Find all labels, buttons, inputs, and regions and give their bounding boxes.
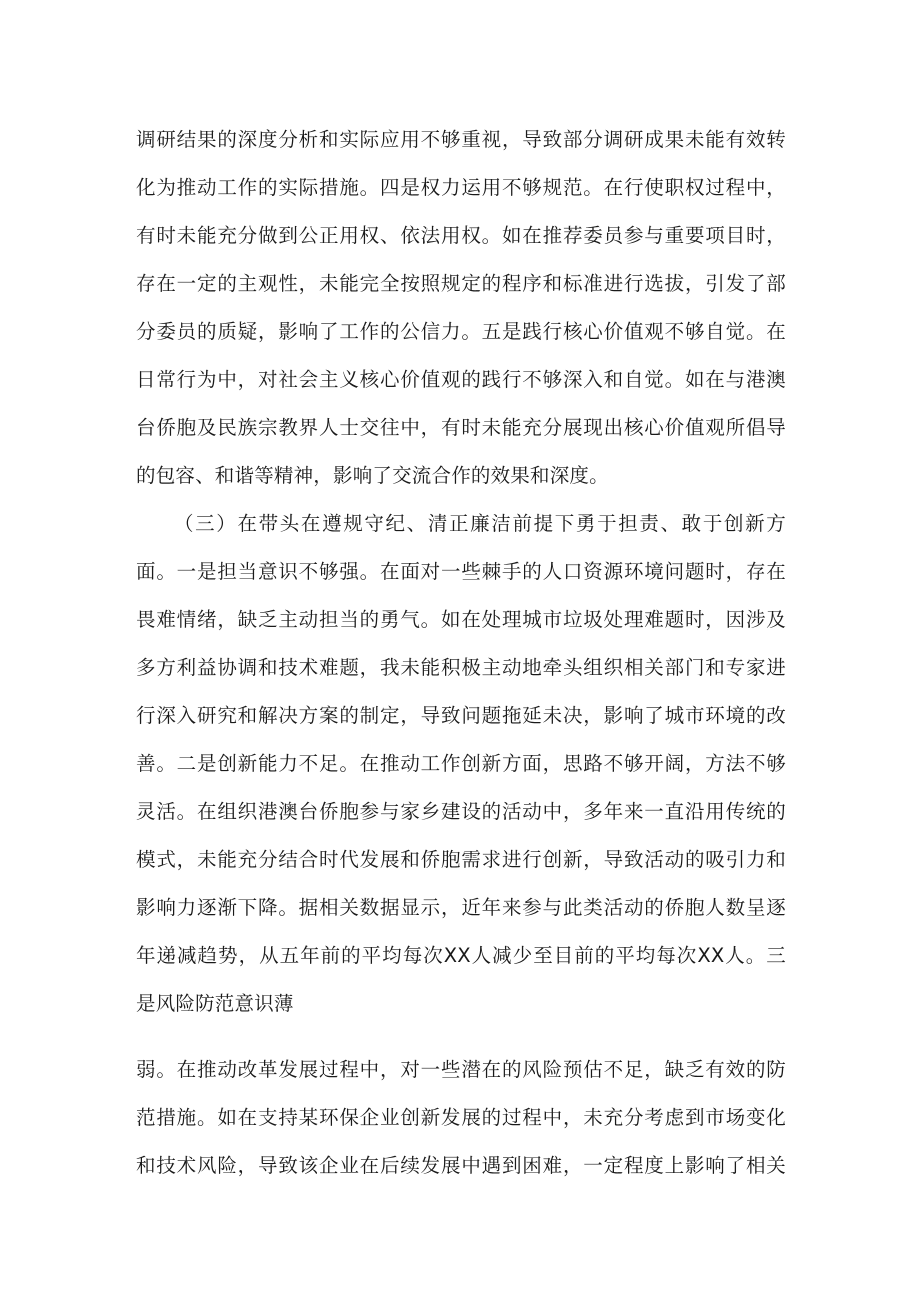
text-line: 行深入研究和解决方案的制定，导致问题拖延未决，影响了城市环境的改 [136, 704, 786, 727]
text-line: 存在一定的主观性，未能完全按照规定的程序和标准进行选拔，引发了部 [136, 272, 786, 295]
section-heading-line: （三）在带头在遵规守纪、清正廉洁前提下勇于担责、敢于创新方 [174, 512, 786, 535]
text-line: 模式，未能充分结合时代发展和侨胞需求进行创新，导致活动的吸引力和 [136, 848, 786, 871]
text-line: 年递减趋势，从五年前的平均每次XX人减少至目前的平均每次XX人。三 [136, 944, 786, 967]
text-line: 分委员的质疑，影响了工作的公信力。五是践行核心价值观不够自觉。在 [136, 320, 786, 343]
text-line: 畏难情绪，缺乏主动担当的勇气。如在处理城市垃圾处理难题时，因涉及 [136, 608, 786, 631]
text-line: 灵活。在组织港澳台侨胞参与家乡建设的活动中，多年来一直沿用传统的 [136, 800, 786, 823]
text-line: 范措施。如在支持某环保企业创新发展的过程中，未充分考虑到市场变化 [136, 1106, 786, 1129]
text-line: 的包容、和谐等精神，影响了交流合作的效果和深度。 [136, 464, 609, 487]
text-line: 多方利益协调和技术难题，我未能积极主动地牵头组织相关部门和专家进 [136, 656, 786, 679]
text-line: 是风险防范意识薄 [136, 992, 294, 1015]
text-line: 善。二是创新能力不足。在推动工作创新方面，思路不够开阔，方法不够 [136, 752, 786, 775]
text-line: 影响力逐渐下降。据相关数据显示，近年来参与此类活动的侨胞人数呈逐 [136, 896, 786, 919]
text-line: 有时未能充分做到公正用权、依法用权。如在推荐委员参与重要项目时， [136, 224, 786, 247]
text-line: 面。一是担当意识不够强。在面对一些棘手的人口资源环境问题时，存在 [136, 560, 786, 583]
text-line: 调研结果的深度分析和实际应用不够重视，导致部分调研成果未能有效转 [136, 128, 786, 151]
text-line: 弱。在推动改革发展过程中，对一些潜在的风险预估不足，缺乏有效的防 [136, 1058, 786, 1081]
text-line: 日常行为中，对社会主义核心价值观的践行不够深入和自觉。如在与港澳 [136, 368, 786, 391]
text-line: 化为推动工作的实际措施。四是权力运用不够规范。在行使职权过程中， [136, 176, 786, 199]
text-line: 台侨胞及民族宗教界人士交往中，有时未能充分展现出核心价值观所倡导 [136, 416, 786, 439]
text-line: 和技术风险，导致该企业在后续发展中遇到困难，一定程度上影响了相关 [136, 1154, 786, 1177]
